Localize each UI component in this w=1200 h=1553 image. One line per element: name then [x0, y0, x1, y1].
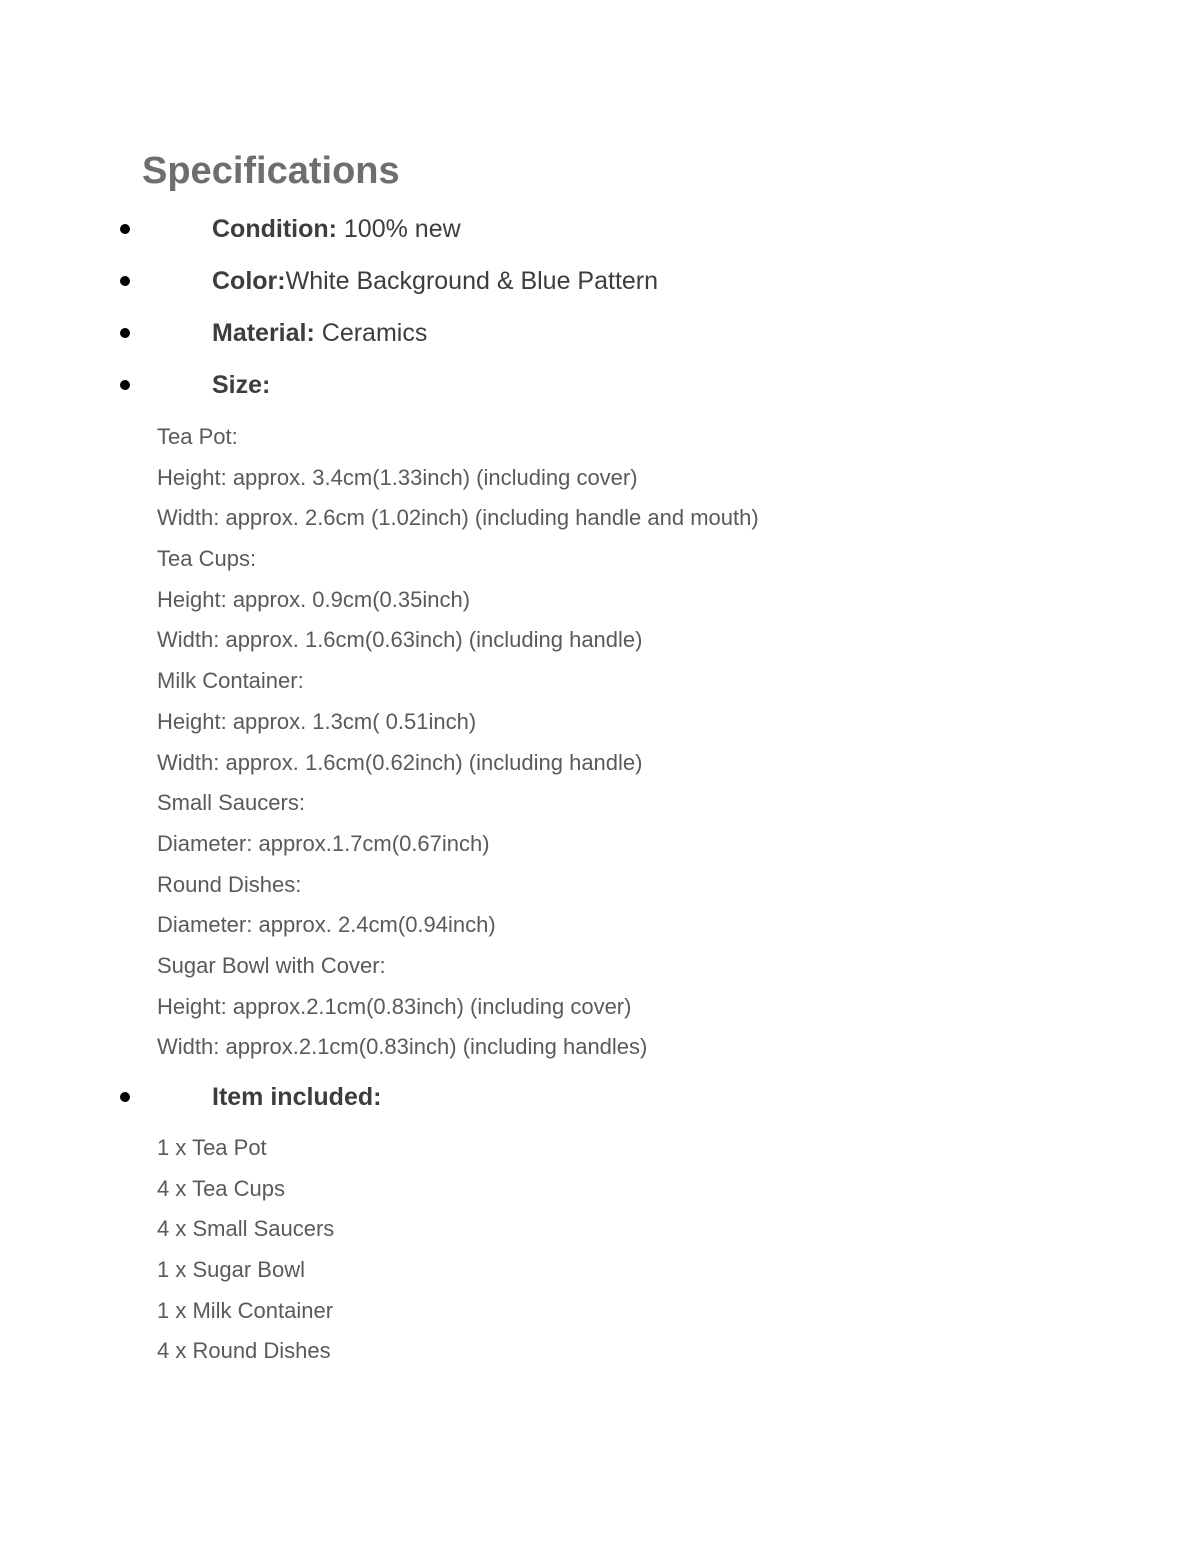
spec-color-value: White Background & Blue Pattern: [285, 267, 659, 295]
bullet-icon: [120, 1092, 130, 1102]
spec-condition-value: 100% new: [336, 215, 461, 243]
spec-color-label: Color:: [212, 267, 286, 295]
list-item: 4 x Small Saucers: [157, 1216, 335, 1242]
list-item: 4 x Round Dishes: [157, 1338, 331, 1364]
list-item: Height: approx. 3.4cm(1.33inch) (including cover): [157, 464, 638, 490]
page-title: Specifications: [142, 150, 400, 192]
spec-material-label: Material:: [212, 319, 315, 347]
list-item: Diameter: approx. 2.4cm(0.94inch): [157, 912, 496, 938]
spec-material-value: Ceramics: [314, 319, 428, 347]
spec-size-text: [212, 368, 270, 402]
list-item: Sugar Bowl with Cover:: [157, 952, 386, 978]
list-item: Width: approx.2.1cm(0.83inch) (including handles): [157, 1034, 648, 1060]
spec-material-text: [212, 316, 427, 350]
list-item: Height: approx. 0.9cm(0.35inch): [157, 586, 471, 612]
list-item: 1 x Tea Pot: [157, 1135, 267, 1160]
list-item: Height: approx. 1.3cm( 0.51inch): [157, 708, 477, 734]
spec-condition-text: [212, 212, 461, 246]
list-item: 4 x Tea Cups: [157, 1175, 286, 1201]
list-item: Height: approx.2.1cm(0.83inch) (including cover): [157, 993, 632, 1019]
bullet-icon: [120, 380, 130, 390]
list-item: Round Dishes:: [157, 871, 302, 897]
spec-color-text: [212, 264, 658, 298]
list-item: Milk Container:: [157, 668, 304, 694]
list-item: Diameter: approx.1.7cm(0.67inch): [157, 830, 490, 856]
bullet-icon: [120, 224, 130, 234]
list-item: Small Saucers:: [157, 790, 305, 816]
list-item: Tea Pot:: [157, 424, 238, 449]
spec-items-included-label: Item included:: [212, 1083, 382, 1111]
size-details-list: [157, 417, 759, 1068]
list-item: Width: approx. 2.6cm (1.02inch) (including handle and mouth): [157, 505, 759, 531]
list-item: 1 x Sugar Bowl: [157, 1257, 305, 1283]
spec-items-included-text: [212, 1080, 381, 1114]
included-items-list: [157, 1128, 334, 1372]
bullet-icon: [120, 328, 130, 338]
list-item: Width: approx. 1.6cm(0.62inch) (including handle): [157, 749, 643, 775]
bullet-icon: [120, 276, 130, 286]
list-item: Tea Cups:: [157, 546, 257, 572]
spec-condition-label: Condition:: [212, 215, 337, 243]
list-item: Width: approx. 1.6cm(0.63inch) (including handle): [157, 627, 643, 653]
spec-size-label: Size:: [212, 371, 271, 399]
list-item: 1 x Milk Container: [157, 1297, 334, 1323]
